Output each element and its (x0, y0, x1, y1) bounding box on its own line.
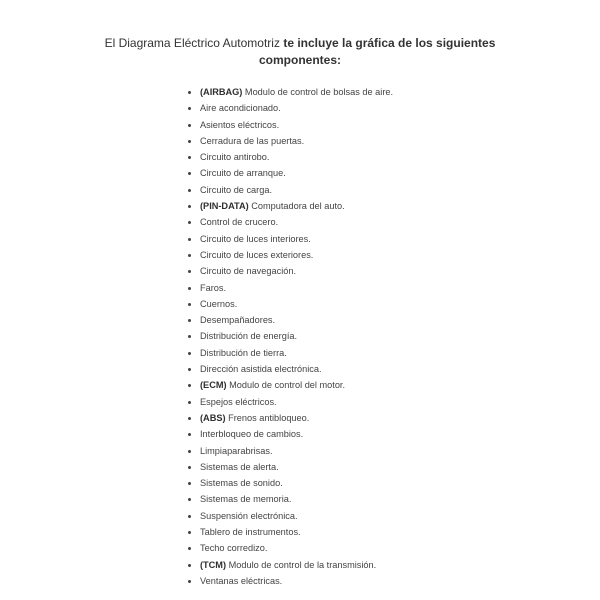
list-item (186, 459, 393, 475)
list-item-text: Ventanas eléctricas. (200, 575, 283, 586)
bullet-icon (188, 515, 191, 518)
bullet-icon (188, 433, 191, 436)
list-item-text: Circuito de arranque. (200, 168, 286, 179)
list-item-text: Computadora del auto. (251, 201, 345, 212)
list-item-text: Frenos antibloqueo. (228, 412, 310, 423)
list-item-text: Limpiaparabrisas. (200, 445, 273, 456)
bullet-icon (188, 254, 191, 257)
list-item-text: Interbloqueo de cambios. (200, 429, 304, 440)
list-item (186, 410, 393, 426)
list-item (186, 557, 393, 573)
list-item-text: Circuito antirobo. (200, 152, 270, 163)
list-item (186, 345, 393, 361)
list-item (186, 182, 393, 198)
list-item (186, 491, 393, 507)
list-item (186, 524, 393, 540)
bullet-icon (188, 384, 191, 387)
list-item-text: Sistemas de sonido. (200, 478, 283, 489)
list-item-text: Circuito de luces interiores. (200, 233, 311, 244)
list-item-tag: (TCM) (200, 559, 227, 570)
list-item (186, 263, 393, 279)
bullet-icon (188, 270, 191, 273)
bullet-icon (188, 531, 191, 534)
list-item (186, 312, 393, 328)
list-item-text: Control de crucero. (200, 217, 279, 228)
bullet-icon (188, 287, 191, 290)
list-item-text: Cerradura de las puertas. (200, 135, 305, 146)
list-item-text: Techo corredizo. (200, 543, 268, 554)
list-item-text: Asientos eléctricos. (200, 119, 280, 130)
list-item-text: Cuernos. (200, 298, 238, 309)
bullet-icon (188, 564, 191, 567)
heading-line-1 (0, 35, 600, 52)
list-item (186, 296, 393, 312)
intro-heading (0, 35, 600, 69)
list-item (186, 573, 393, 589)
bullet-icon (188, 205, 191, 208)
list-item (186, 247, 393, 263)
bullet-icon (188, 91, 191, 94)
bullet-icon (188, 335, 191, 338)
bullet-icon (188, 319, 191, 322)
list-item-text: Espejos eléctricos. (200, 396, 277, 407)
list-item (186, 508, 393, 524)
list-item-text: Tablero de instrumentos. (200, 527, 301, 538)
bullet-icon (188, 498, 191, 501)
list-item-text: Faros. (200, 282, 227, 293)
bullet-icon (188, 156, 191, 159)
list-item-tag: (PIN-DATA) (200, 201, 249, 212)
bullet-icon (188, 221, 191, 224)
list-item (186, 198, 393, 214)
bullet-icon (188, 303, 191, 306)
list-item (186, 443, 393, 459)
bullet-icon (188, 368, 191, 371)
list-item-text: Modulo de control de la transmisión. (228, 559, 377, 570)
bullet-icon (188, 107, 191, 110)
component-list (186, 84, 393, 589)
list-item-text: Distribución de energía. (200, 331, 298, 342)
list-item (186, 280, 393, 296)
list-item-text: Sistemas de memoria. (200, 494, 292, 505)
list-item (186, 149, 393, 165)
list-item (186, 394, 393, 410)
bullet-icon (188, 466, 191, 469)
bullet-icon (188, 172, 191, 175)
bullet-icon (188, 189, 191, 192)
list-item (186, 377, 393, 393)
list-item (186, 361, 393, 377)
list-item-text: Modulo de control del motor. (229, 380, 346, 391)
list-item (186, 328, 393, 344)
bullet-icon (188, 238, 191, 241)
list-item (186, 84, 393, 100)
list-item-tag: (ECM) (200, 380, 227, 391)
bullet-icon (188, 482, 191, 485)
bullet-icon (188, 352, 191, 355)
bullet-icon (188, 450, 191, 453)
list-item-text: Suspensión electrónica. (200, 510, 298, 521)
list-item (186, 100, 393, 116)
list-item (186, 165, 393, 181)
list-item (186, 117, 393, 133)
bullet-icon (188, 140, 191, 143)
heading-normal-text: El Diagrama Eléctrico Automotriz (104, 36, 280, 50)
list-item (186, 540, 393, 556)
list-item-text: Modulo de control de bolsas de aire. (244, 87, 394, 97)
heading-bold-text: te incluye la gráfica de los siguientes (283, 36, 496, 50)
heading-line-2 (0, 52, 600, 69)
list-item-text: Aire acondicionado. (200, 103, 281, 114)
list-item-text: Circuito de luces exteriores. (200, 249, 314, 260)
list-item (186, 231, 393, 247)
bullet-icon (188, 417, 191, 420)
list-item-text: Desempañadores. (200, 315, 276, 326)
heading-bold-text-2: componentes: (258, 53, 341, 67)
list-item (186, 214, 393, 230)
list-item-tag: (AIRBAG) (200, 87, 243, 97)
list-item-text: Sistemas de alerta. (200, 461, 279, 472)
list-item (186, 475, 393, 491)
bullet-icon (188, 401, 191, 404)
list-item-text: Dirección asistida electrónica. (200, 364, 322, 375)
list-item (186, 133, 393, 149)
bullet-icon (188, 547, 191, 550)
list-item-text: Circuito de carga. (200, 184, 273, 195)
list-item-text: Circuito de navegación. (200, 266, 297, 277)
bullet-icon (188, 580, 191, 583)
list-item (186, 426, 393, 442)
list-item-tag: (ABS) (200, 412, 226, 423)
bullet-icon (188, 124, 191, 127)
list-item-text: Distribución de tierra. (200, 347, 287, 358)
